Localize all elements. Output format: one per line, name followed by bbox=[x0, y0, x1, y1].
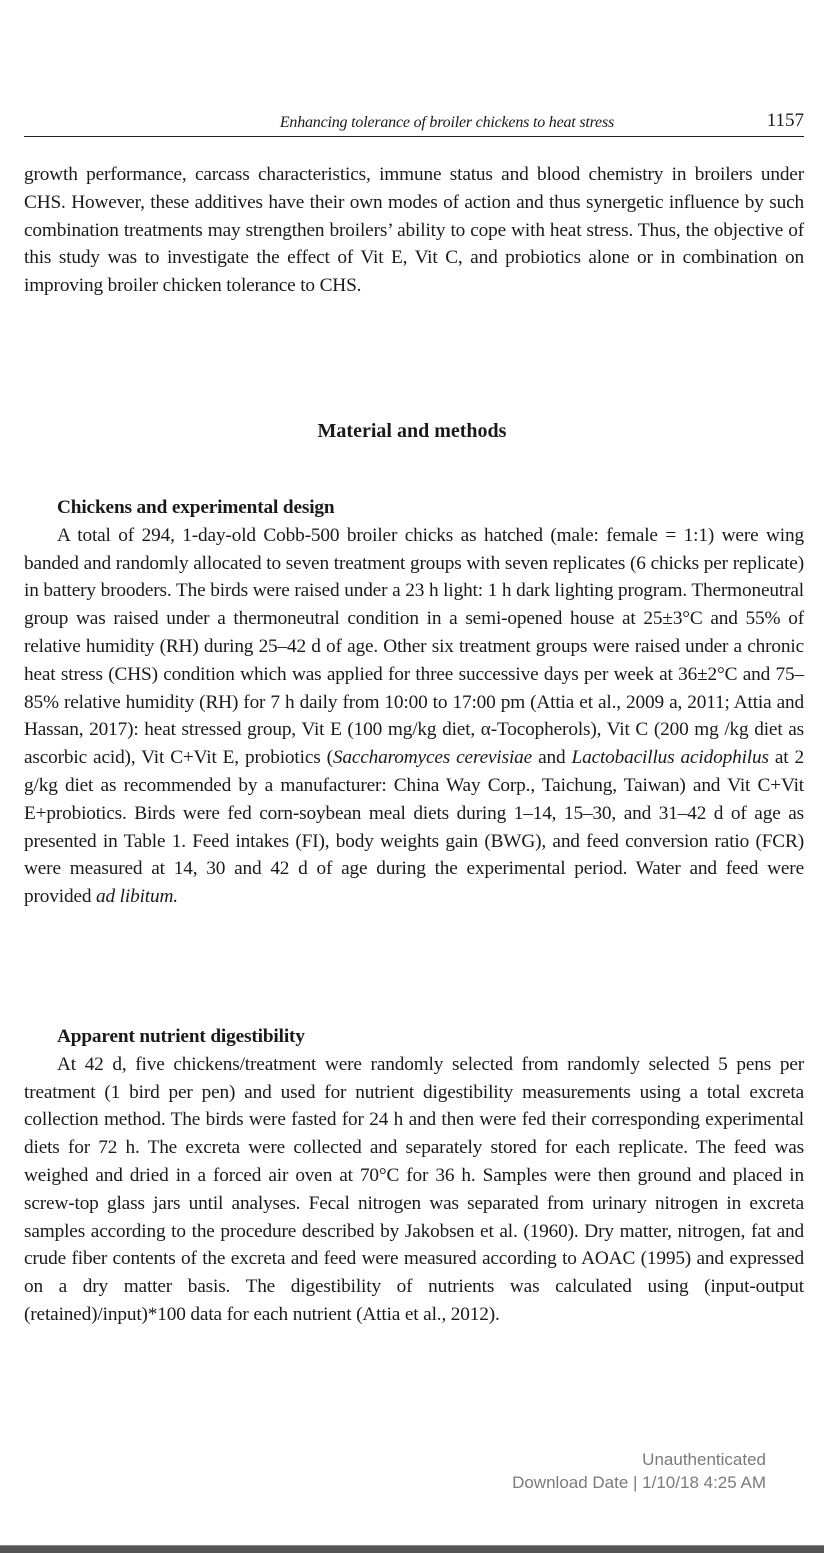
paragraph-text: growth performance, carcass characteristics, immune status and blood chemistry in broilers under CHS. However, these additives have their own modes of action and thus synergetic influence by such combination treatments may strengthen broilers’ ability to cope with heat stress. Thus, the objective of this study was to investigate the effect of Vit E, Vit C, and probiotics alone or in combination on improving broiler chicken tolerance to CHS. bbox=[24, 164, 804, 297]
subsection-heading: Apparent nutrient digestibility bbox=[57, 1026, 305, 1047]
auth-status: Unauthenticated bbox=[642, 1450, 766, 1469]
subsection-heading: Chickens and experimental design bbox=[57, 497, 335, 518]
running-title: Enhancing tolerance of broiler chickens to heat stress bbox=[279, 114, 614, 131]
text-run: and bbox=[532, 747, 572, 769]
viewer-bottom-bar bbox=[0, 1545, 824, 1553]
running-header bbox=[24, 108, 804, 137]
section-heading: Material and methods bbox=[317, 420, 507, 442]
download-date: Download Date | 1/10/18 4:25 AM bbox=[512, 1473, 766, 1492]
subsection-nutrient-digestibility bbox=[24, 1023, 804, 1329]
paragraph-text: At 42 d, five chickens/treatment were randomly selected from randomly selected 5 pens per treatment (1 bird per pen) and used for nutrient digestibility measurements using a total excreta collection method. The birds were fasted for 24 h and then were fed their corresponding experimental diets for 72 h. The excreta were collected and separately stored for each replicate. The feed was weighed and dried in a forced air oven at 70°C for 36 h. Samples were then ground and placed in screw-top glass jars until analyses. Fecal nitrogen was separated from urinary nitrogen in excreta samples according to the procedure described by Jakobsen et al. (1960). Dry matter, nitrogen, fat and crude fiber contents of the excreta and feed were measured according to AOAC (1995) and expressed on a dry matter basis. The digestibility of nutrients was calculated using (input-output (retained)/input)*100 data for each nutrient (Attia et al., 2012). bbox=[24, 1053, 804, 1325]
paragraph-text bbox=[24, 522, 804, 911]
text-run: A total of 294, 1-day-old Cobb-500 broiler chicks as hatched (male: female = 1:1) were wing banded and randomly allocated to seven treatment groups with seven replicates (6 chicks per replicate) in battery brooders. The birds were raised under a 23 h light: 1 h dark lighting program. Thermoneutral group was raised under a thermoneutral condition in a semi-opened house at 25±3°C and 55% of relative humidity (RH) during 25–42 d of age. Other six treatment groups were raised under a chronic heat stress (CHS) condition which was applied for three successive days per week at 36±2°C and 75–85% relative humidity (RH) for 7 h daily from 10:00 to 17:00 pm (Attia et al., 2009 a, 2011; Attia and Hassan, 2017): heat stressed group, Vit E (100 mg/kg diet, α-Tocopherols), Vit C (200 mg /kg diet as ascorbic acid), Vit C+Vit E, probiotics ( bbox=[24, 524, 804, 769]
text-run: at 2 g/kg diet as recommended by a manufacturer: China Way Corp., Taichung, Taiwan) and Vit C+Vit E+probiotics. Birds were fed corn-soybean meal diets during 1–14, 15–30, and 31–42 d of age as presented in Table 1. Feed intakes (FI), body weights gain (BWG), and feed conversion ratio (FCR) were measured at 14, 30 and 42 d of age during the experimental period. Water and feed were provided bbox=[24, 747, 804, 908]
species-name: Saccharomyces cerevisiae bbox=[332, 747, 533, 769]
latin-phrase: ad libitum. bbox=[96, 886, 178, 908]
subsection-experimental-design bbox=[24, 494, 804, 911]
intro-continuation-paragraph bbox=[24, 161, 804, 300]
page-number: 1157 bbox=[766, 110, 804, 131]
species-name: Lactobacillus acidophilus bbox=[571, 747, 769, 769]
download-footer bbox=[512, 1448, 766, 1494]
